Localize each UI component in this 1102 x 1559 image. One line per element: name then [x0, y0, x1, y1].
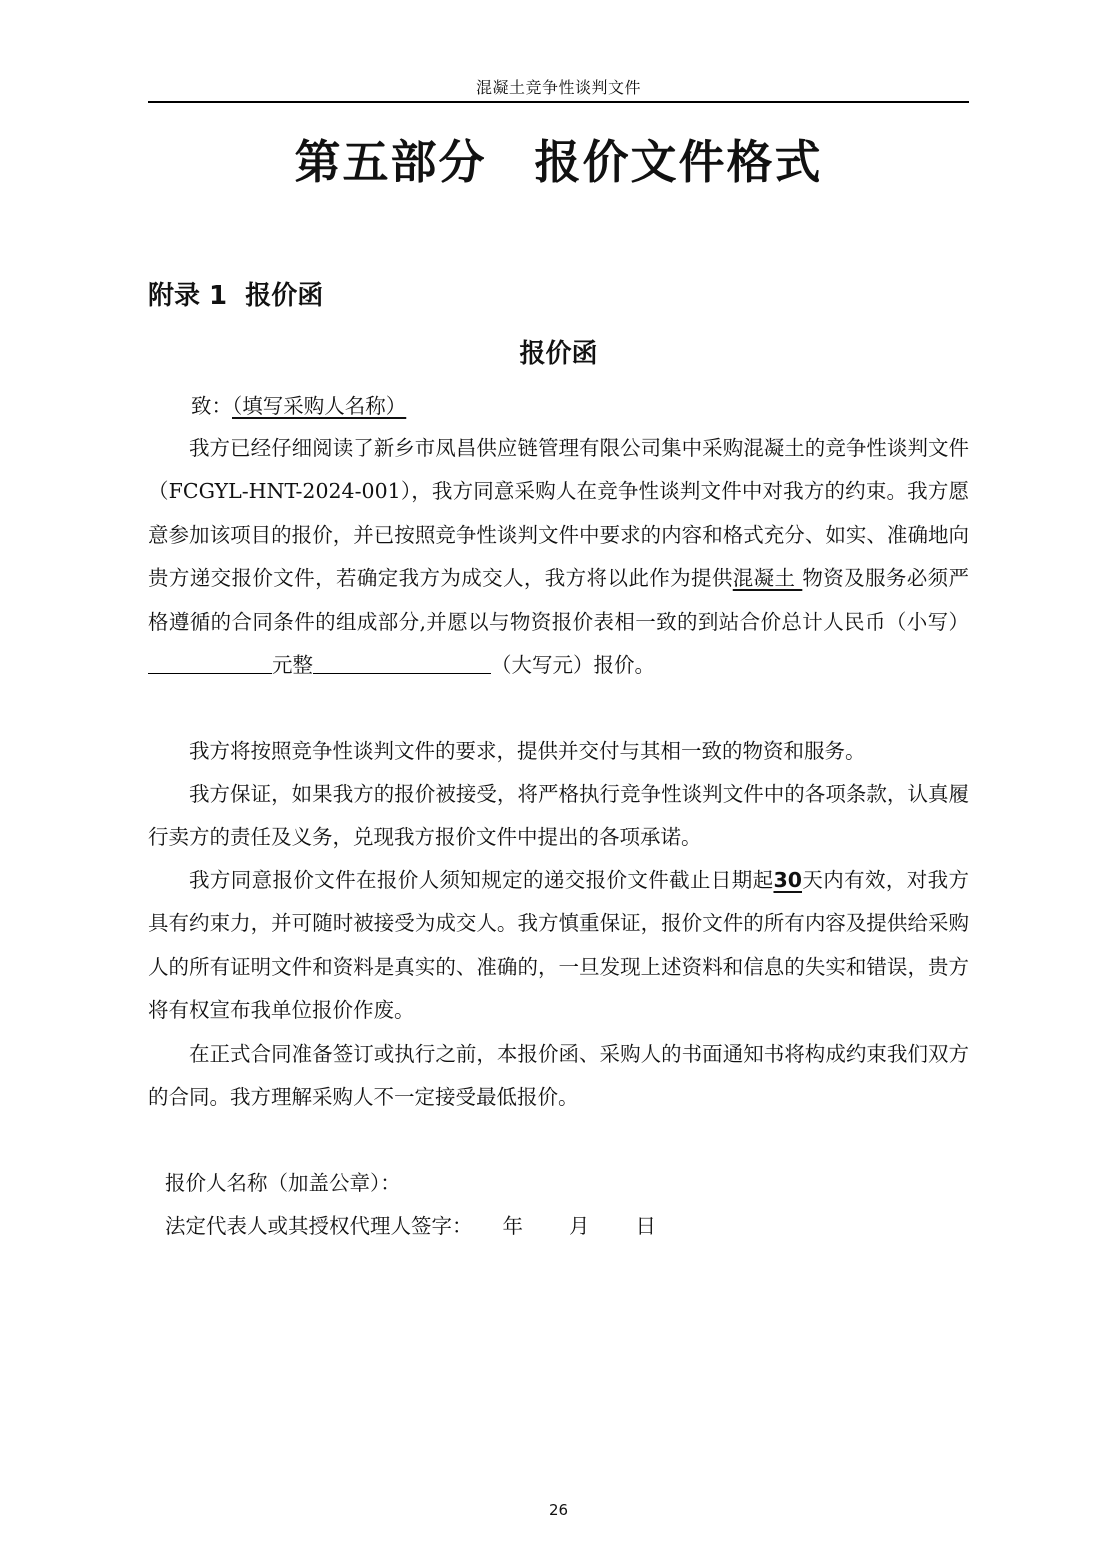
paragraph-4-text-a: 我方同意报价文件在报价人须知规定的递交报价文件截止日期起: [189, 868, 774, 892]
addressee-prefix: 致：: [191, 394, 232, 418]
header-divider: [148, 101, 969, 103]
page-number: 26: [548, 1501, 569, 1519]
validity-days: 30: [773, 868, 803, 892]
paragraph-1-text-d: （大写元）报价。: [491, 653, 655, 678]
bidder-name-label: 报价人名称（加盖公章）：: [165, 1171, 401, 1195]
amount-words-blank: [313, 649, 491, 674]
date-year: 年: [502, 1214, 523, 1238]
amount-figures-blank: [148, 649, 272, 674]
paragraph-4-text-b: 天内有效，对我方具有约束力，并可随时被接受为成交人。我方慎重保证，报价文件的所有内容及提供给采购人的所有证明文件和资料是真实的、准确的，一旦发现上述资料和信息的失实和错误，贵方将有权宣布我单位报价作废。: [148, 868, 970, 1023]
appendix-heading: 附录 1 报价函: [148, 281, 324, 311]
paragraph-1-text-c: 元整: [272, 653, 313, 678]
addressee-line: [191, 385, 406, 428]
paragraph-1: [148, 427, 969, 687]
paragraph-5: 在正式合同准备签订或执行之前，本报价函、采购人的书面通知书将构成约束我们双方的合同。我方理解采购人不一定接受最低报价。: [148, 1042, 969, 1110]
paragraph-1-text-a: 我方已经仔细阅读了新乡市凤昌供应链管理有限公司集中采购混凝土的竞争性谈判文件（FCGYL-HNT-2024-001），我方同意采购人在竞争性谈判文件中对我方的约束。我方愿意参加该项目的报价，并已按照竞争性谈判文件中要求的内容和格式充分、如实、准确地向贵方递交报价文件，若确定我方为成交人，我方将以此作为提供: [148, 436, 969, 591]
part-title: 第五部分 报价文件格式: [294, 135, 823, 189]
paragraph-3: 我方保证，如果我方的报价被接受，将严格执行竞争性谈判文件中的各项条款，认真履行卖方的责任及义务，兑现我方报价文件中提出的各项承诺。: [148, 782, 969, 850]
addressee-placeholder: （填写采购人名称）: [232, 394, 407, 418]
date-month: 月: [569, 1214, 590, 1238]
running-header: 混凝土竞争性谈判文件: [475, 78, 641, 97]
letter-title: 报价函: [519, 339, 598, 369]
date-day: 日: [635, 1214, 656, 1238]
paragraph-1-text-b: 物资及服务必须严格遵循的合同条件的组成部分,并愿以与物资报价表相一致的到站合价总计人民币（小写）: [148, 566, 969, 634]
representative-signature-line: [165, 1205, 656, 1248]
material-name: 混凝土: [732, 566, 803, 591]
paragraph-2: 我方将按照竞争性谈判文件的要求，提供并交付与其相一致的物资和服务。: [189, 739, 866, 763]
representative-label: 法定代表人或其授权代理人签字：: [165, 1214, 473, 1238]
paragraph-4: [148, 859, 969, 1033]
